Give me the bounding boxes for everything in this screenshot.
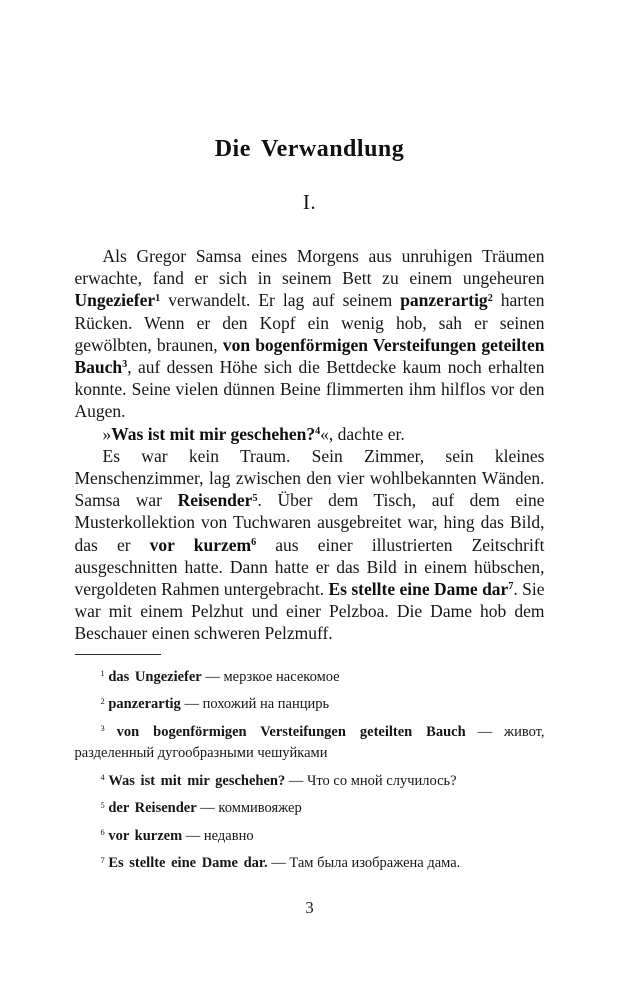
footnote	[75, 722, 545, 765]
footnote	[75, 771, 545, 793]
footnote-translation: Что со мной случилось?	[306, 772, 457, 789]
footnote-term: vor kurzem	[108, 827, 183, 844]
footnote-dash: —	[285, 772, 307, 789]
vocab-term: von bogenförmigen Versteifungen geteilten Bauch$^3$	[74, 334, 545, 378]
vocab-term: Ungeziefer$^1$	[74, 290, 161, 311]
book-title: Die Verwandlung	[214, 136, 405, 162]
footnote-term: Was ist mit mir geschehen?	[108, 772, 286, 789]
paragraph: Es war kein Traum. Sein Zimmer, sein kleines Menschenzimmer, lag zwischen den vier wohlbekannten Wänden. Samsa war Reisender$^5$. Über dem Tisch, auf dem eine Musterkollektion von Tuchwaren ausgebreitet war, hing das Bild, das er vor kurzem$^6$ aus einer illustrierten Zeitschrift ausgeschnitten hatte. Dann hatte er das Bild in einem hübschen, vergoldeten Rahmen untergebracht. Es stellte eine Dame dar$^7$. Sie war mit einem Pelzhut und einer Pelzboa. Die Dame hob dem Beschauer einen schweren Pelzmuff.	[74, 445, 545, 644]
footnote-dash: —	[465, 723, 505, 740]
footnote	[75, 667, 545, 689]
vocab-term: Was ist mit mir geschehen?$^4$	[111, 423, 321, 444]
footnote-ref: 6	[251, 537, 257, 549]
footnote-ref: 3	[122, 359, 128, 371]
footnote-term: das Ungeziefer	[108, 668, 202, 685]
body-text	[75, 245, 545, 645]
footnote-dash: —	[196, 800, 219, 817]
footnote-number: 4	[100, 773, 105, 783]
footnote-translation: недавно	[203, 827, 254, 844]
footnote-ref: 1	[155, 292, 161, 304]
page-content	[75, 0, 545, 875]
footnote-dash: —	[180, 696, 203, 713]
footnote-number: 2	[100, 696, 105, 706]
vocab-term: panzerartig$^2$	[400, 290, 493, 311]
vocab-term: vor kurzem$^6$	[149, 534, 257, 555]
footnote-term: Es stellte eine Dame dar.	[108, 855, 268, 872]
footnote-number: 3	[100, 724, 105, 734]
footnote-number: 6	[100, 828, 105, 838]
footnote-translation: мерзкое насекомое	[223, 668, 340, 685]
chapter-number: I.	[302, 190, 317, 214]
footnote-term: panzerartig	[108, 696, 181, 713]
footnote-ref: 7	[508, 581, 514, 593]
footnote-ref: 4	[315, 426, 321, 438]
footnote-number: 5	[100, 800, 105, 810]
footnote	[75, 694, 545, 716]
footnote-translation: похожий на панцирь	[202, 696, 330, 713]
vocab-term: Reisender$^5$	[177, 490, 258, 511]
footnote-dash: —	[201, 668, 224, 685]
footnote	[75, 798, 545, 820]
page-number: 3	[305, 898, 314, 917]
footnote-number: 1	[100, 669, 105, 679]
footnote-number: 7	[100, 855, 105, 865]
footnote-dash: —	[267, 855, 290, 872]
footnote-ref: 2	[487, 292, 493, 304]
footnote-translation: Там была изображена дама.	[289, 855, 461, 872]
footnote-translation: коммивояжер	[218, 800, 302, 817]
footnote-separator	[75, 654, 161, 655]
footnote-dash: —	[182, 827, 204, 844]
footnote-term: der Reisender	[108, 800, 197, 817]
footnote	[75, 826, 545, 848]
footnote	[75, 853, 545, 875]
vocab-term: Es stellte eine Dame dar$^7$	[328, 579, 514, 600]
paragraph: Als Gregor Samsa eines Morgens aus unruhigen Träumen erwachte, fand er sich in seinem Bett zu einem ungeheuren Ungeziefer$^1$ verwandelt. Er lag auf seinem panzerartig$^2$ harten Rücken. Wenn er den Kopf ein wenig hob, sah er seinen gewölbten, braunen, von bogenförmigen Versteifungen geteilten Bauch$^3$, auf dessen Höhe sich die Bettdecke kaum noch erhalten konnte. Seine vielen dünnen Beine flimmerten ihm hilflos vor den Augen.	[74, 246, 545, 422]
footnote-translation: живот, разделенный дугообразными чешуйками	[74, 723, 545, 762]
paragraph: »Was ist mit mir geschehen?$^4$«, dachte er.	[102, 423, 405, 444]
footnotes	[75, 667, 545, 875]
footnote-ref: 5	[252, 492, 258, 504]
footnote-term: von bogenförmigen Versteifungen geteilten Bauch	[116, 723, 466, 740]
